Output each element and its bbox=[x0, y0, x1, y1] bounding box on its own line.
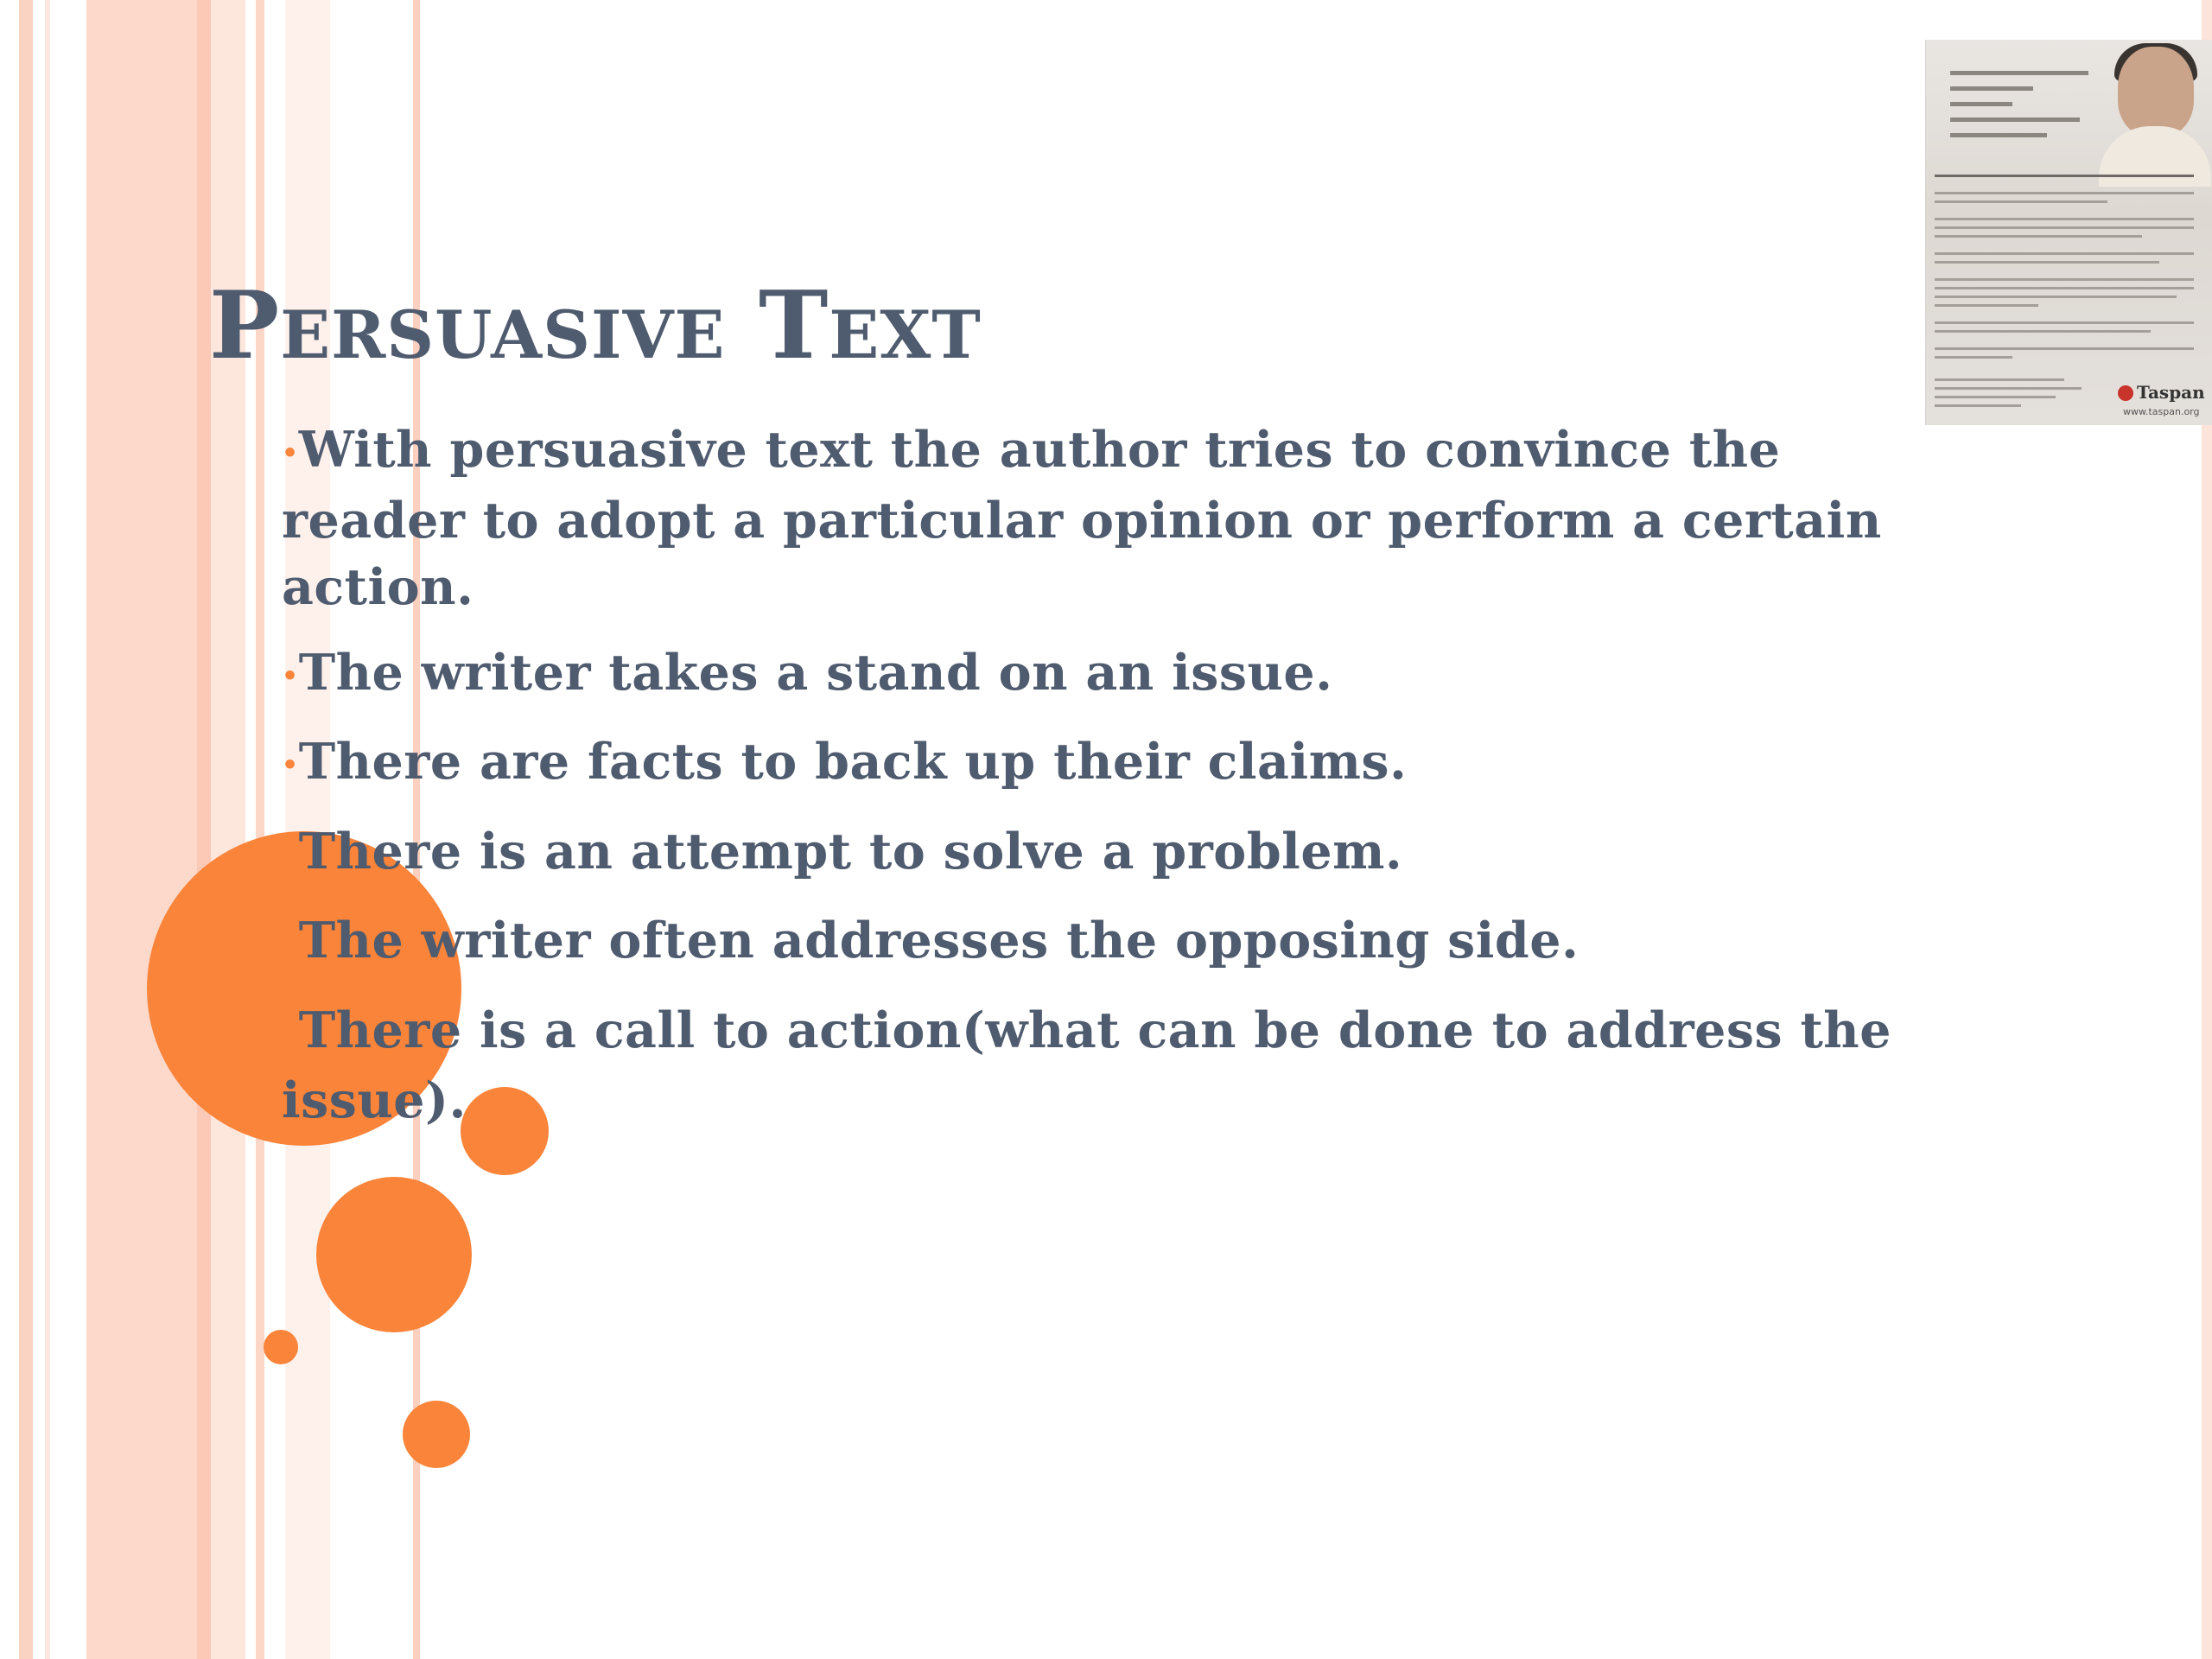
text-line bbox=[1935, 347, 2194, 350]
text-line bbox=[1935, 296, 2177, 298]
text-line bbox=[1935, 235, 2142, 238]
text-line bbox=[1935, 387, 2082, 390]
bullet-item bbox=[282, 907, 1958, 978]
circle-tiny bbox=[264, 1330, 298, 1364]
text-line bbox=[1950, 71, 2088, 75]
slide-title: Persuasive Text bbox=[209, 271, 982, 380]
bullet-item bbox=[282, 997, 1958, 1135]
text-line bbox=[1935, 200, 2107, 203]
portrait-body bbox=[2099, 126, 2211, 187]
text-line bbox=[1935, 356, 2012, 359]
text-line bbox=[1935, 404, 2021, 407]
bullet-list bbox=[282, 416, 1958, 1153]
bullet-marker: • bbox=[282, 661, 299, 691]
bullet-text: There are facts to back up their claims. bbox=[298, 733, 1408, 791]
stripe bbox=[197, 0, 211, 1659]
stripe bbox=[86, 0, 197, 1659]
text-line bbox=[1950, 102, 2012, 106]
stripe bbox=[256, 0, 264, 1659]
text-line bbox=[1935, 330, 2151, 333]
text-line bbox=[1935, 378, 2064, 381]
bullet-text: The writer often addresses the opposing side. bbox=[298, 912, 1580, 969]
text-line bbox=[1935, 321, 2194, 324]
text-line bbox=[1935, 304, 2038, 307]
profile-card-image bbox=[1925, 40, 2212, 425]
bullet-item bbox=[282, 728, 1958, 799]
bullet-marker: • bbox=[282, 929, 299, 960]
text-line bbox=[1950, 118, 2080, 122]
bullet-text: There is a call to action(what can be done to address the issue). bbox=[282, 1001, 1891, 1129]
stripe bbox=[45, 0, 50, 1659]
circle-medium bbox=[316, 1177, 472, 1332]
stripe bbox=[211, 0, 245, 1659]
bullet-item bbox=[282, 416, 1958, 620]
logo-text: Taspan bbox=[2137, 382, 2205, 403]
text-line bbox=[1935, 396, 2056, 398]
bullet-item bbox=[282, 639, 1958, 710]
bullet-text: With persuasive text the author tries to convince the reader to adopt a particular opinion or perform a certain action. bbox=[282, 421, 1882, 616]
logo-url: www.taspan.org bbox=[2123, 406, 2200, 417]
text-line bbox=[1950, 86, 2033, 91]
text-line bbox=[1935, 192, 2194, 194]
portrait-face bbox=[2118, 47, 2194, 137]
bullet-marker: • bbox=[282, 840, 299, 870]
text-line bbox=[1935, 287, 2194, 289]
bullet-marker: • bbox=[282, 438, 299, 469]
bullet-text: There is an attempt to solve a problem. bbox=[298, 822, 1403, 880]
text-line bbox=[1935, 278, 2194, 281]
text-line bbox=[1935, 175, 2194, 177]
bullet-marker: • bbox=[282, 750, 299, 781]
text-line bbox=[1935, 252, 2194, 255]
text-line bbox=[1935, 218, 2194, 220]
bullet-text: The writer takes a stand on an issue. bbox=[298, 643, 1333, 702]
logo-mark-icon bbox=[2118, 385, 2133, 401]
stripe bbox=[19, 0, 33, 1659]
circle-small bbox=[403, 1401, 470, 1468]
text-line bbox=[1950, 133, 2047, 137]
bullet-item bbox=[282, 818, 1958, 889]
text-line bbox=[1935, 226, 2194, 229]
bullet-marker: • bbox=[282, 1019, 299, 1049]
text-line bbox=[1935, 261, 2159, 264]
